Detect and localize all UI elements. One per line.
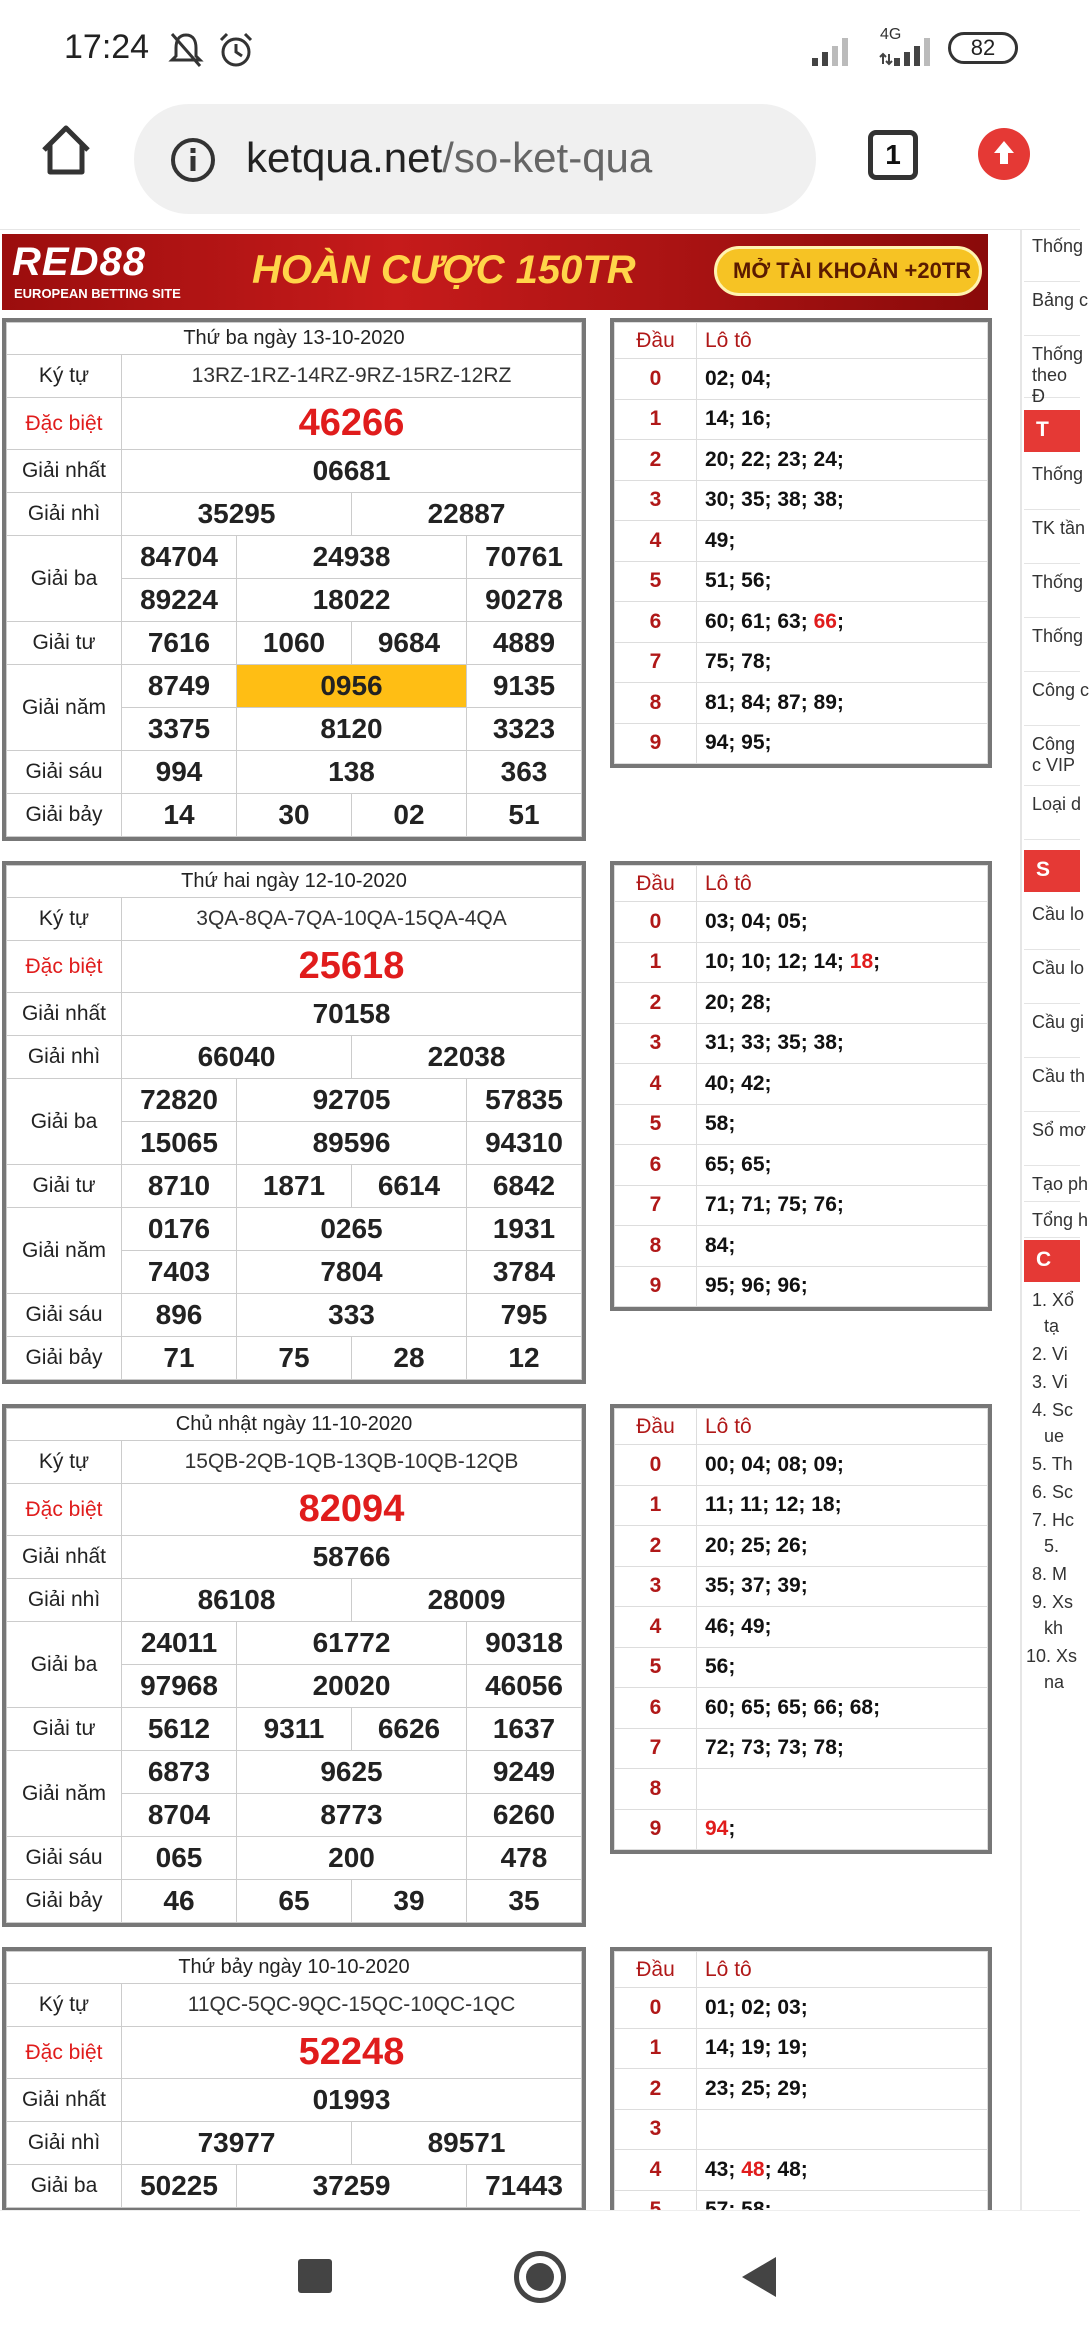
first-prize: 70158 <box>122 993 582 1036</box>
loto-head: 3 <box>615 1023 697 1064</box>
loto-values: 95; 96; 96; <box>697 1266 988 1307</box>
code-value: 11QC-5QC-9QC-15QC-10QC-1QC <box>122 1984 582 2027</box>
signal-4g-icon <box>880 34 934 66</box>
loto-head: 3 <box>615 480 697 521</box>
third-prize: 15065 <box>122 1122 237 1165</box>
fourth-prize: 5612 <box>122 1708 237 1751</box>
label-giai-nam: Giải năm <box>7 665 122 751</box>
fourth-prize: 1871 <box>237 1165 352 1208</box>
third-prize: 57835 <box>467 1079 582 1122</box>
signal-icon <box>812 34 856 66</box>
label-giai-sau: Giải sáu <box>7 751 122 794</box>
fifth-prize: 3323 <box>467 708 582 751</box>
loto-values: 94; <box>697 1809 988 1850</box>
sidebar-list-item[interactable]: tạ <box>1044 1316 1060 1336</box>
sixth-prize: 363 <box>467 751 582 794</box>
status-bar <box>0 0 1080 100</box>
sidebar-link[interactable]: Sổ mơ <box>1024 1114 1080 1166</box>
sidebar-link[interactable]: Cầu th <box>1024 1060 1080 1112</box>
third-prize: 37259 <box>237 2165 467 2208</box>
loto-head: 5 <box>615 1647 697 1688</box>
label-giai-ba: Giải ba <box>7 2165 122 2208</box>
code-value: 15QB-2QB-1QB-13QB-10QB-12QB <box>122 1441 582 1484</box>
loto-head: 2 <box>615 440 697 481</box>
seventh-prize: 51 <box>467 794 582 837</box>
third-prize: 89224 <box>122 579 237 622</box>
right-sidebar <box>1020 230 1089 2210</box>
loto-values: 20; 28; <box>697 983 988 1024</box>
loto-head: 1 <box>615 399 697 440</box>
fourth-prize: 7616 <box>122 622 237 665</box>
alarm-icon <box>216 30 256 70</box>
special-prize: 82094 <box>122 1484 582 1536</box>
third-prize: 84704 <box>122 536 237 579</box>
loto-values: 71; 71; 75; 76; <box>697 1185 988 1226</box>
second-prize: 73977 <box>122 2122 352 2165</box>
seventh-prize: 30 <box>237 794 352 837</box>
code-value: 13RZ-1RZ-14RZ-9RZ-15RZ-12RZ <box>122 355 582 398</box>
sidebar-link[interactable]: Loại d <box>1024 788 1080 840</box>
day-header: Thứ bảy ngày 10-10-2020 <box>7 1952 582 1984</box>
sidebar-list-item[interactable]: 10. Xs <box>1026 1646 1078 1666</box>
third-prize: 18022 <box>237 579 467 622</box>
sixth-prize: 795 <box>467 1294 582 1337</box>
seventh-prize: 46 <box>122 1880 237 1923</box>
loto-table <box>610 861 992 1311</box>
label-ky-tu: Ký tự <box>7 1441 122 1484</box>
fifth-prize: 8704 <box>122 1794 237 1837</box>
second-prize: 22887 <box>352 493 582 536</box>
label-giai-tu: Giải tư <box>7 622 122 665</box>
fifth-prize: 1931 <box>467 1208 582 1251</box>
loto-head: 9 <box>615 1809 697 1850</box>
network-type: 4G <box>880 26 902 43</box>
label-loto: Lô tô <box>697 866 988 902</box>
loto-head: 8 <box>615 1769 697 1810</box>
first-prize: 58766 <box>122 1536 582 1579</box>
loto-values: 20; 22; 23; 24; <box>697 440 988 481</box>
third-prize: 94310 <box>467 1122 582 1165</box>
loto-head: 4 <box>615 521 697 562</box>
loto-values: 00; 04; 08; 09; <box>697 1445 988 1486</box>
fourth-prize: 1060 <box>237 622 352 665</box>
second-prize: 35295 <box>122 493 352 536</box>
loto-head: 7 <box>615 1185 697 1226</box>
loto-head: 9 <box>615 723 697 764</box>
label-giai-nhat: Giải nhất <box>7 993 122 1036</box>
label-giai-ba: Giải ba <box>7 536 122 622</box>
fifth-prize: 8749 <box>122 665 237 708</box>
loto-head: 4 <box>615 1607 697 1648</box>
sidebar-link[interactable]: Thống <box>1024 620 1080 672</box>
sidebar-list-item[interactable]: 2. Vi <box>1032 1344 1068 1364</box>
loto-head: 6 <box>615 602 697 643</box>
ad-banner[interactable] <box>2 234 988 310</box>
loto-values: 02; 04; <box>697 359 988 400</box>
label-ky-tu: Ký tự <box>7 1984 122 2027</box>
battery-indicator: 82 <box>948 32 1018 64</box>
seventh-prize: 12 <box>467 1337 582 1380</box>
special-prize: 52248 <box>122 2027 582 2079</box>
loto-values: 84; <box>697 1226 988 1267</box>
label-dau: Đầu <box>615 323 697 359</box>
fifth-prize: 9625 <box>237 1751 467 1794</box>
sixth-prize: 065 <box>122 1837 237 1880</box>
third-prize: 46056 <box>467 1665 582 1708</box>
loto-values: 43; 48; 48; <box>697 2150 988 2191</box>
fourth-prize: 9311 <box>237 1708 352 1751</box>
loto-head: 6 <box>615 1145 697 1186</box>
system-nav-bar <box>0 2210 1080 2340</box>
loto-table <box>610 318 992 768</box>
label-dac-biet: Đặc biệt <box>7 1484 122 1536</box>
url-domain: ketqua.net <box>246 134 443 181</box>
label-giai-nhat: Giải nhất <box>7 450 122 493</box>
label-dac-biet: Đặc biệt <box>7 398 122 450</box>
label-giai-nhat: Giải nhất <box>7 1536 122 1579</box>
sixth-prize: 478 <box>467 1837 582 1880</box>
fourth-prize: 4889 <box>467 622 582 665</box>
label-giai-nhi: Giải nhì <box>7 1579 122 1622</box>
loto-values: 51; 56; <box>697 561 988 602</box>
loto-values: 10; 10; 12; 14; 18; <box>697 942 988 983</box>
fifth-prize: 0265 <box>237 1208 467 1251</box>
label-ky-tu: Ký tự <box>7 355 122 398</box>
loto-values <box>697 1769 988 1810</box>
seventh-prize: 39 <box>352 1880 467 1923</box>
label-giai-sau: Giải sáu <box>7 1294 122 1337</box>
loto-head: 1 <box>615 2028 697 2069</box>
sidebar-link[interactable]: Thống theo Đ <box>1024 338 1080 398</box>
loto-head: 2 <box>615 2069 697 2110</box>
sidebar-list-item[interactable]: 8. M <box>1032 1564 1068 1584</box>
loto-head: 8 <box>615 1226 697 1267</box>
fifth-prize: 3784 <box>467 1251 582 1294</box>
second-prize: 28009 <box>352 1579 582 1622</box>
loto-values: 31; 33; 35; 38; <box>697 1023 988 1064</box>
loto-values: 56; <box>697 1647 988 1688</box>
sidebar-link[interactable]: TK tần <box>1024 512 1080 564</box>
loto-head: 5 <box>615 561 697 602</box>
third-prize: 50225 <box>122 2165 237 2208</box>
third-prize: 20020 <box>237 1665 467 1708</box>
sixth-prize: 994 <box>122 751 237 794</box>
second-prize: 22038 <box>352 1036 582 1079</box>
third-prize: 72820 <box>122 1079 237 1122</box>
label-giai-tu: Giải tư <box>7 1708 122 1751</box>
sidebar-list-item[interactable]: na <box>1044 1672 1065 1692</box>
loto-head: 7 <box>615 642 697 683</box>
fourth-prize: 8710 <box>122 1165 237 1208</box>
label-ky-tu: Ký tự <box>7 898 122 941</box>
loto-head: 0 <box>615 1988 697 2029</box>
label-giai-tu: Giải tư <box>7 1165 122 1208</box>
second-prize: 86108 <box>122 1579 352 1622</box>
loto-values: 75; 78; <box>697 642 988 683</box>
label-giai-nhi: Giải nhì <box>7 493 122 536</box>
banner-promo: HOÀN CƯỢC 150TR <box>252 248 636 292</box>
loto-head: 6 <box>615 1688 697 1729</box>
sidebar-list-item[interactable]: 9. Xs <box>1032 1592 1074 1612</box>
fourth-prize: 9684 <box>352 622 467 665</box>
loto-head: 3 <box>615 2109 697 2150</box>
home-button-icon[interactable] <box>514 2251 566 2303</box>
seventh-prize: 65 <box>237 1880 352 1923</box>
fifth-prize: 7403 <box>122 1251 237 1294</box>
second-prize: 66040 <box>122 1036 352 1079</box>
label-dau: Đầu <box>615 1952 697 1988</box>
sidebar-link[interactable]: Cầu lo <box>1024 952 1080 1004</box>
sidebar-list-item[interactable]: 7. Hc <box>1032 1510 1075 1530</box>
result-table <box>2 861 586 1384</box>
sidebar-list-item[interactable]: 6. Sc <box>1032 1482 1074 1502</box>
loto-head: 1 <box>615 1485 697 1526</box>
loto-values: 81; 84; 87; 89; <box>697 683 988 724</box>
third-prize: 89596 <box>237 1122 467 1165</box>
loto-values: 58; <box>697 1104 988 1145</box>
third-prize: 92705 <box>237 1079 467 1122</box>
special-prize: 25618 <box>122 941 582 993</box>
special-prize: 46266 <box>122 398 582 450</box>
result-table <box>2 1404 586 1927</box>
fifth-prize: 3375 <box>122 708 237 751</box>
loto-head: 9 <box>615 1266 697 1307</box>
sidebar-link[interactable]: Công c <box>1024 674 1080 726</box>
sidebar-list-item[interactable]: 5. <box>1044 1536 1060 1556</box>
day-header: Thứ ba ngày 13-10-2020 <box>7 323 582 355</box>
loto-values: 40; 42; <box>697 1064 988 1105</box>
seventh-prize: 02 <box>352 794 467 837</box>
result-table <box>2 318 586 841</box>
third-prize: 97968 <box>122 1665 237 1708</box>
sidebar-section-header: C <box>1024 1240 1080 1282</box>
mute-bell-icon <box>168 30 204 70</box>
loto-values: 72; 73; 73; 78; <box>697 1728 988 1769</box>
third-prize: 24011 <box>122 1622 237 1665</box>
loto-values <box>697 2109 988 2150</box>
banner-logo: RED88 <box>12 240 146 284</box>
loto-values: 60; 65; 65; 66; 68; <box>697 1688 988 1729</box>
sidebar-list-item[interactable]: ue <box>1044 1426 1065 1446</box>
update-icon[interactable] <box>978 128 1030 180</box>
fifth-prize: 9249 <box>467 1751 582 1794</box>
third-prize: 71443 <box>467 2165 582 2208</box>
label-dac-biet: Đặc biệt <box>7 941 122 993</box>
sixth-prize: 896 <box>122 1294 237 1337</box>
url-text[interactable] <box>246 134 652 182</box>
first-prize: 01993 <box>122 2079 582 2122</box>
label-loto: Lô tô <box>697 1952 988 1988</box>
seventh-prize: 71 <box>122 1337 237 1380</box>
label-giai-nam: Giải năm <box>7 1208 122 1294</box>
day-header: Thứ hai ngày 12-10-2020 <box>7 866 582 898</box>
label-loto: Lô tô <box>697 323 988 359</box>
third-prize: 61772 <box>237 1622 467 1665</box>
sidebar-list-item[interactable]: kh <box>1044 1618 1064 1638</box>
sidebar-link[interactable]: Tạo ph <box>1024 1168 1080 1202</box>
url-path: /so-ket-qua <box>442 134 653 181</box>
loto-values: 20; 25; 26; <box>697 1526 988 1567</box>
loto-head: 7 <box>615 1728 697 1769</box>
first-prize: 06681 <box>122 450 582 493</box>
seventh-prize: 14 <box>122 794 237 837</box>
loto-table <box>610 1404 992 1854</box>
sixth-prize: 333 <box>237 1294 467 1337</box>
address-bar[interactable] <box>134 104 816 214</box>
loto-values: 46; 49; <box>697 1607 988 1648</box>
loto-values: 01; 02; 03; <box>697 1988 988 2029</box>
sidebar-section-header: T <box>1024 410 1080 452</box>
seventh-prize: 35 <box>467 1880 582 1923</box>
label-giai-bay: Giải bảy <box>7 794 122 837</box>
fifth-prize: 6873 <box>122 1751 237 1794</box>
sixth-prize: 200 <box>237 1837 467 1880</box>
fifth-prize: 0176 <box>122 1208 237 1251</box>
loto-values: 65; 65; <box>697 1145 988 1186</box>
loto-values: 35; 37; 39; <box>697 1566 988 1607</box>
fourth-prize: 6614 <box>352 1165 467 1208</box>
loto-values: 14; 16; <box>697 399 988 440</box>
sidebar-list-item[interactable]: 4. Sc <box>1032 1400 1074 1420</box>
label-dau: Đầu <box>615 866 697 902</box>
seventh-prize: 28 <box>352 1337 467 1380</box>
loto-table <box>610 1947 992 2235</box>
result-table <box>2 1947 586 2212</box>
fourth-prize: 1637 <box>467 1708 582 1751</box>
loto-head: 1 <box>615 942 697 983</box>
sidebar-list-item[interactable]: 5. Th <box>1032 1454 1073 1474</box>
sidebar-link[interactable]: Thống <box>1024 566 1080 618</box>
sidebar-list-item[interactable]: 1. Xổ <box>1032 1290 1075 1310</box>
fifth-prize: 7804 <box>237 1251 467 1294</box>
label-giai-nhi: Giải nhì <box>7 2122 122 2165</box>
fifth-prize-highlighted: 0956 <box>237 665 467 708</box>
second-prize: 89571 <box>352 2122 582 2165</box>
loto-head: 4 <box>615 1064 697 1105</box>
tab-switcher-button[interactable]: 1 <box>868 130 918 180</box>
loto-head: 5 <box>615 1104 697 1145</box>
sidebar-link[interactable]: Cầu lo <box>1024 898 1080 950</box>
fifth-prize: 8120 <box>237 708 467 751</box>
loto-values: 14; 19; 19; <box>697 2028 988 2069</box>
sidebar-section-header: S <box>1024 850 1080 892</box>
fourth-prize: 6842 <box>467 1165 582 1208</box>
fifth-prize: 9135 <box>467 665 582 708</box>
home-icon[interactable] <box>38 122 94 178</box>
sidebar-link[interactable]: Công c VIP <box>1024 728 1080 786</box>
sidebar-link[interactable]: Tổng h <box>1024 1204 1080 1238</box>
third-prize: 24938 <box>237 536 467 579</box>
label-dau: Đầu <box>615 1409 697 1445</box>
status-time: 17:24 <box>64 28 150 66</box>
label-loto: Lô tô <box>697 1409 988 1445</box>
loto-head: 0 <box>615 1445 697 1486</box>
site-info-icon[interactable] <box>170 137 216 183</box>
fifth-prize: 8773 <box>237 1794 467 1837</box>
loto-values: 94; 95; <box>697 723 988 764</box>
label-giai-sau: Giải sáu <box>7 1837 122 1880</box>
label-giai-nam: Giải năm <box>7 1751 122 1837</box>
sidebar-list-item[interactable]: 3. Vi <box>1032 1372 1068 1392</box>
loto-head: 0 <box>615 902 697 943</box>
banner-cta-button[interactable]: MỞ TÀI KHOẢN +20TR <box>714 246 982 296</box>
label-giai-bay: Giải bảy <box>7 1337 122 1380</box>
label-giai-nhi: Giải nhì <box>7 1036 122 1079</box>
day-header: Chủ nhật ngày 11-10-2020 <box>7 1409 582 1441</box>
sidebar-link[interactable]: Thống <box>1024 458 1080 510</box>
sidebar-link[interactable]: Bảng c <box>1024 284 1080 336</box>
seventh-prize: 75 <box>237 1337 352 1380</box>
code-value: 3QA-8QA-7QA-10QA-15QA-4QA <box>122 898 582 941</box>
back-icon[interactable] <box>742 2257 776 2297</box>
loto-values: 49; <box>697 521 988 562</box>
fifth-prize: 6260 <box>467 1794 582 1837</box>
page-content <box>0 230 1089 2210</box>
banner-logo-sub: EUROPEAN BETTING SITE <box>14 286 181 301</box>
loto-values: 30; 35; 38; 38; <box>697 480 988 521</box>
third-prize: 90318 <box>467 1622 582 1665</box>
loto-head: 8 <box>615 683 697 724</box>
loto-head: 4 <box>615 2150 697 2191</box>
loto-values: 03; 04; 05; <box>697 902 988 943</box>
loto-values: 60; 61; 63; 66; <box>697 602 988 643</box>
third-prize: 70761 <box>467 536 582 579</box>
sidebar-link[interactable]: Cầu gi <box>1024 1006 1080 1058</box>
label-giai-ba: Giải ba <box>7 1622 122 1708</box>
label-dac-biet: Đặc biệt <box>7 2027 122 2079</box>
label-giai-bay: Giải bảy <box>7 1880 122 1923</box>
browser-toolbar <box>0 100 1080 230</box>
loto-head: 3 <box>615 1566 697 1607</box>
label-giai-ba: Giải ba <box>7 1079 122 1165</box>
third-prize: 90278 <box>467 579 582 622</box>
loto-head: 0 <box>615 359 697 400</box>
label-giai-nhat: Giải nhất <box>7 2079 122 2122</box>
fourth-prize: 6626 <box>352 1708 467 1751</box>
loto-head: 2 <box>615 983 697 1024</box>
recent-apps-icon[interactable] <box>298 2259 332 2293</box>
loto-values: 23; 25; 29; <box>697 2069 988 2110</box>
sixth-prize: 138 <box>237 751 467 794</box>
loto-values: 11; 11; 12; 18; <box>697 1485 988 1526</box>
loto-head: 2 <box>615 1526 697 1567</box>
sidebar-link[interactable]: Thống <box>1024 230 1080 282</box>
